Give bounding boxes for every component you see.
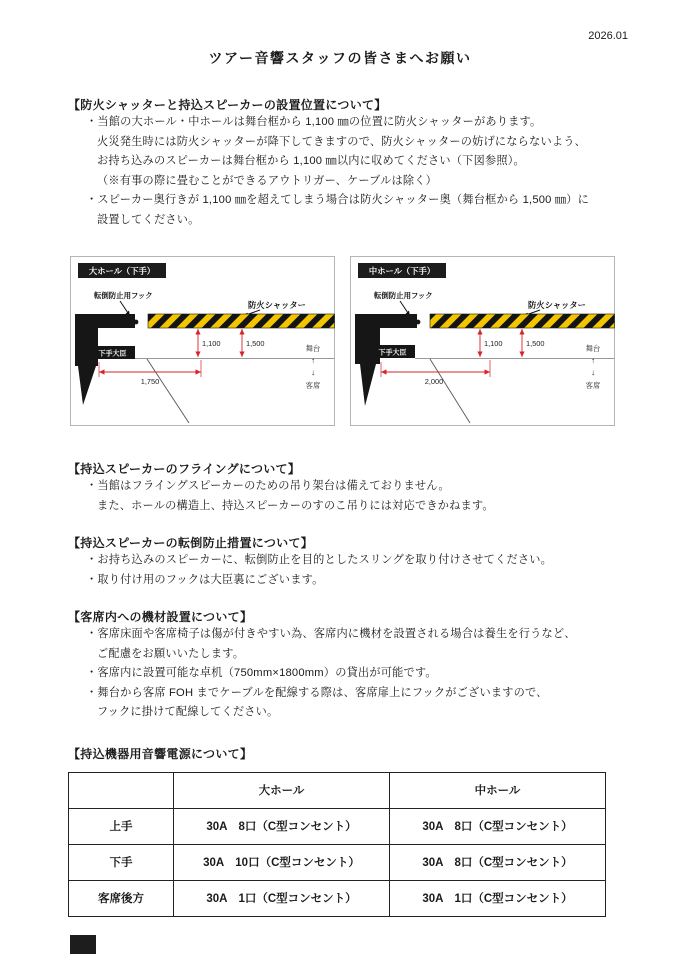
page-title: ツアー音響スタッフの皆さまへお願い [208,50,472,66]
audience-text: 客席 [585,381,601,390]
text-line: ・客席内に設置可能な卓机（750mm×1800mm）の貸出が可能です。 [86,667,437,679]
footer-mark [70,935,96,954]
table-row [69,844,606,880]
text-line: ご配慮をお願いいたします。 [97,647,245,660]
text-line: お持ち込みのスピーカーは舞台框から 1,100 ㎜以内に収めてください（下図参照）。 [97,155,525,167]
section-heading: 【持込機器用音響電源について】 [68,746,253,761]
table-row [69,808,606,844]
row-header: 客席後方 [69,880,174,916]
wall-label: 下手大臣 [98,350,127,358]
wall-label: 下手大臣 [378,349,407,357]
table-corner-cell [69,772,174,808]
text-line: フックに掛けて配線してください。 [97,706,279,718]
fire-shutter-stripe [430,314,615,328]
section-fall-prevention [68,534,632,590]
section-heading: 【持込スピーカーの転倒防止措置について】 [68,536,314,550]
table-cell: 30A 10口（C型コンセント） [174,844,390,880]
section-audience-equipment [68,608,632,723]
table-cell: 30A 1口（C型コンセント） [390,880,606,916]
section-heading: 【客席内への機材設置について】 [68,610,253,624]
table-cell: 30A 8口（C型コンセント） [174,808,390,844]
document-date: 2026.01 [588,30,628,42]
table-row [69,880,606,916]
table-cell: 30A 1口（C型コンセント） [174,880,390,916]
row-header: 上手 [69,808,174,844]
diagram-row [70,256,632,426]
diagram-medium-hall [350,256,615,426]
power-table [68,772,606,917]
text-line: ・客席床面や客席椅子は傷が付きやすい為、客席内に機材を設置される場合は養生を行うなど、 [86,628,576,640]
section-audio-power [68,745,632,917]
dim-horizontal: 2,000 [424,377,444,386]
text-line: ・舞台から客席 FOH までケーブルを配線する際は、客席扉上にフックがございますので、 [86,686,548,699]
text-line: 設置してください。 [97,213,200,226]
dim-horizontal: 1,750 [140,377,160,386]
text-line: ・スピーカー奥行きが 1,100 ㎜を超えてしまう場合は防火シャッター奥（舞台框から 1,500 ㎜）に [86,194,590,206]
down-arrow-icon: ↓ [311,368,315,377]
text-line: 火災発生時には防火シャッターが降下してきますので、防火シャッターの妨げにならないよう、 [97,135,586,148]
down-arrow-icon: ↓ [591,368,595,377]
table-header-row [69,772,606,808]
text-line: （※有事の際に畳むことができるアウトリガー、ケーブルは除く） [97,174,438,187]
dim-1100: 1,100 [202,339,221,348]
section-heading: 【持込スピーカーのフライングについて】 [68,462,301,476]
diagram-large-hall [70,256,335,426]
stage-text: 舞台 [585,344,601,353]
fall-prevention-hook [416,320,421,325]
text-line: ・取り付け用のフックは大臣裏にございます。 [86,573,324,586]
section-heading: 【防火シャッターと持込スピーカーの設置位置について】 [68,98,387,112]
text-line: ・当館の大ホール・中ホールは舞台框から 1,100 ㎜の位置に防火シャッターがあります。 [86,116,542,128]
dim-1500: 1,500 [246,339,265,348]
section-speaker-flying [68,460,632,516]
fall-prevention-hook [134,320,139,325]
row-header: 下手 [69,844,174,880]
text-line: ・当館はフライングスピーカーのための吊り架台は備えておりません。 [86,480,450,492]
section-shutter-placement [68,96,632,230]
up-arrow-icon: ↑ [591,356,595,365]
diagram-title: 中ホール（下手） [368,266,436,276]
up-arrow-icon: ↑ [311,356,315,365]
table-cell: 30A 8口（C型コンセント） [390,808,606,844]
stage-text: 舞台 [305,344,321,353]
hook-label: 転倒防止用フック [374,291,433,300]
text-line: ・お持ち込みのスピーカーに、転倒防止を目的としたスリングを取り付けさせてください。 [86,554,552,566]
column-header-medium-hall: 中ホール [390,772,606,808]
table-cell: 30A 8口（C型コンセント） [390,844,606,880]
text-line: また、ホールの構造上、持込スピーカーのすのこ吊りには対応できかねます。 [97,499,494,512]
audience-text: 客席 [305,381,321,390]
diagram-border [351,257,615,426]
hook-label: 転倒防止用フック [94,291,153,300]
shutter-label: 防火シャッター [248,300,306,310]
column-header-large-hall: 大ホール [174,772,390,808]
fire-shutter-stripe [148,314,335,328]
dim-1500: 1,500 [526,339,545,348]
diagram-title: 大ホール（下手） [88,266,156,276]
dim-1100: 1,100 [484,339,503,348]
shutter-label: 防火シャッター [528,300,586,310]
